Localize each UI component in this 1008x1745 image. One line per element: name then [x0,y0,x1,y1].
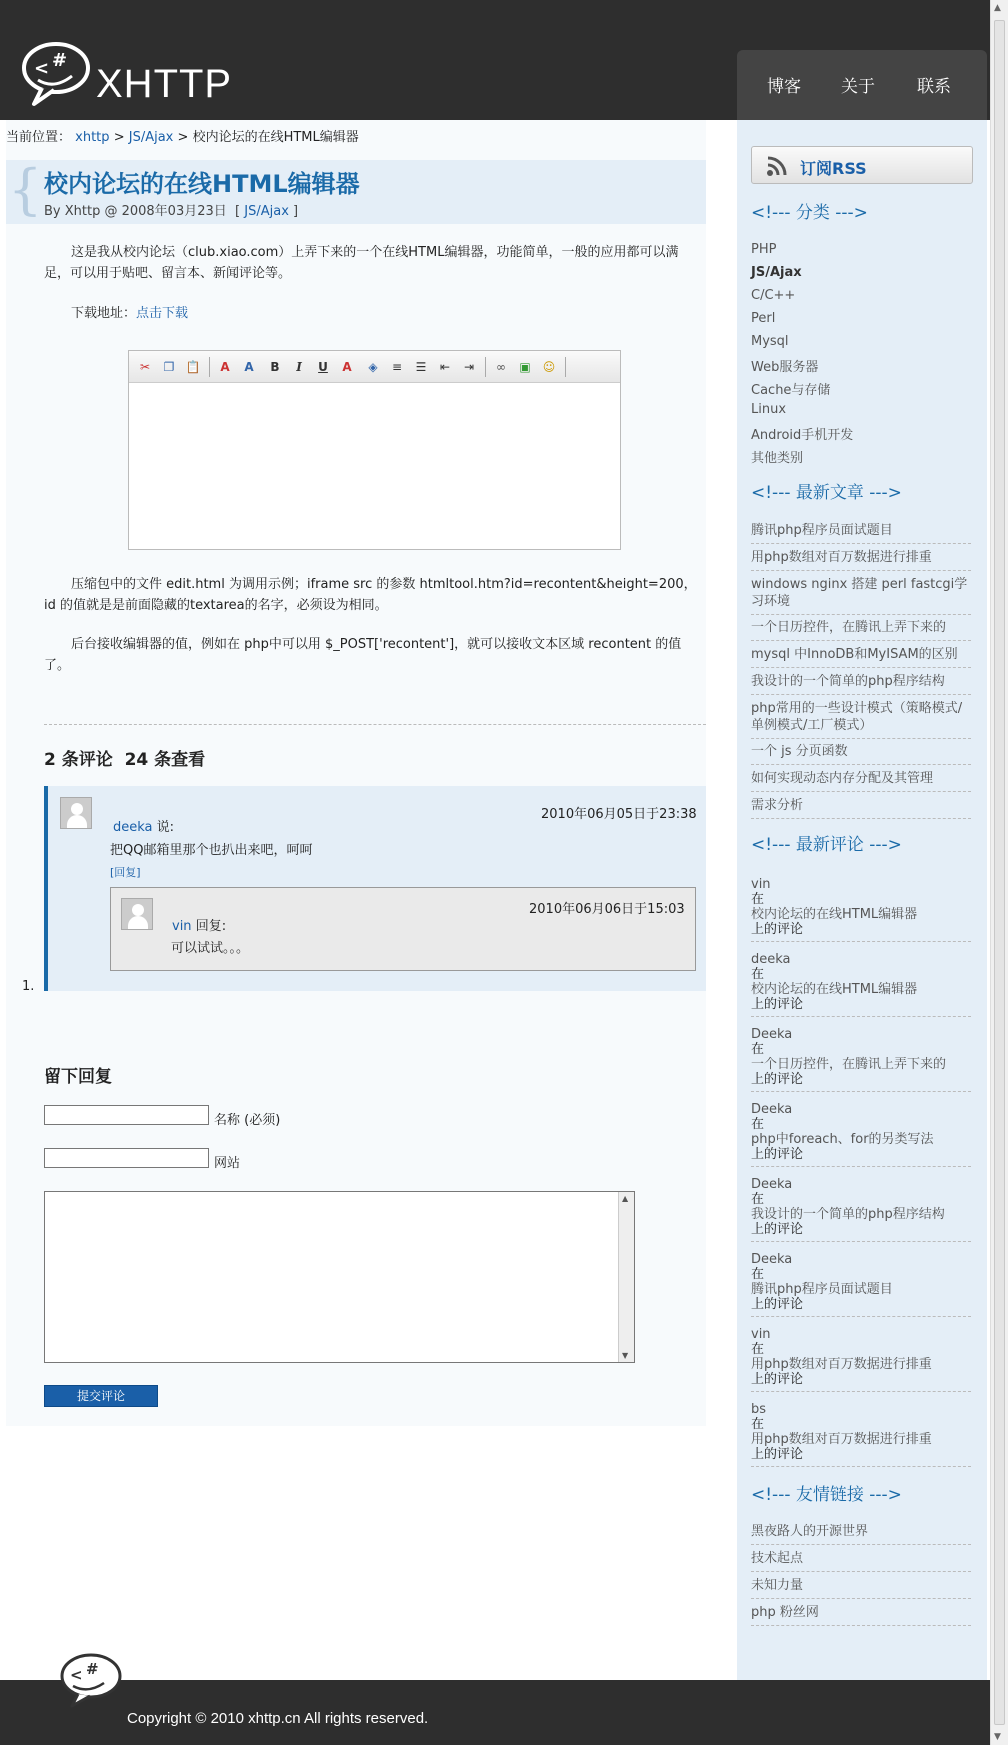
category-link[interactable]: Mysql [751,334,789,349]
image-icon[interactable]: ▣ [519,360,531,374]
recent-comment-post[interactable]: 校内论坛的在线HTML编辑器 [751,907,918,922]
recent-comment-in: 在 [751,967,765,982]
recent-comment-suffix: 上的评论 [751,922,804,937]
main-nav [737,50,987,120]
category-link[interactable]: Android手机开发 [751,428,854,443]
reply-author-link[interactable]: vin [172,919,192,934]
recent-comment-item [751,1402,971,1467]
category-link[interactable]: PHP [751,242,777,257]
recent-comment-author[interactable]: Deeka [751,1027,793,1042]
name-label: 名称 (必须) [214,1113,281,1128]
align-icon[interactable]: ≡ [391,360,403,374]
brace-decoration: { [8,158,43,221]
font-icon[interactable]: A [220,360,230,374]
recent-comment-suffix: 上的评论 [751,1372,804,1387]
recent-comment-item [751,1327,971,1392]
post-meta-category-link[interactable]: JS/Ajax [244,204,289,219]
breadcrumb-separator: > [177,130,189,145]
post-title[interactable]: 校内论坛的在线HTML编辑器 [44,170,360,198]
recent-post-link[interactable]: 用php数组对百万数据进行排重 [751,549,971,571]
download-line [44,303,700,324]
rss-label: 订阅RSS [800,159,867,178]
recent-comment-in: 在 [751,1417,765,1432]
recent-post-link[interactable]: 腾讯php程序员面试题目 [751,522,971,544]
post-meta-bracket-close: ] [293,204,299,219]
recent-comment-author[interactable]: vin [751,1327,771,1342]
recent-post-link[interactable]: 一个 js 分页函数 [751,743,971,765]
recent-post-link[interactable]: php常用的一些设计模式（策略模式/单例模式/工厂模式） [751,700,971,739]
scroll-down-icon[interactable]: ▼ [994,1732,1001,1742]
reply-author-line [172,915,226,934]
recent-comment-suffix: 上的评论 [751,1297,804,1312]
recent-comment-in: 在 [751,892,765,907]
category-link[interactable]: Linux [751,402,787,417]
breadcrumb-current: 校内论坛的在线HTML编辑器 [192,130,359,145]
recent-comment-post[interactable]: 校内论坛的在线HTML编辑器 [751,982,918,997]
nav-contact[interactable]: 联系 [917,77,951,97]
rss-icon [766,155,788,177]
recent-comment-post[interactable]: 一个日历控件，在腾讯上弄下来的 [751,1057,947,1072]
download-link[interactable]: 点击下载 [136,306,189,321]
italic-icon[interactable]: I [296,360,302,374]
recent-comment-item [751,1102,971,1167]
breadcrumb [6,126,359,145]
text-color-icon[interactable]: A [342,360,352,374]
recent-post-link[interactable]: 我设计的一个简单的php程序结构 [751,673,971,695]
recent-comment-item [751,1027,971,1092]
html-editor-demo [128,350,621,550]
link-icon[interactable]: ∞ [496,360,506,374]
friend-link[interactable]: 技术起点 [751,1550,971,1572]
recent-comment-suffix: 上的评论 [751,1072,804,1087]
comment-list-number: 1. [22,979,35,994]
comments-count [44,745,205,770]
friend-links-heading: <!--- 友情链接 ---> [751,1485,902,1505]
recent-comment-post[interactable]: 腾讯php程序员面试题目 [751,1282,893,1297]
recent-post-link[interactable]: 如何实现动态内存分配及其管理 [751,770,971,792]
recent-comment-author[interactable]: bs [751,1402,767,1417]
comment-text: 把QQ邮箱里那个也扒出来吧，呵呵 [110,843,313,858]
recent-comment-post[interactable]: php中foreach、for的另类写法 [751,1132,934,1147]
comment-date: 2010年06月05日于23:38 [541,807,697,822]
editor-toolbar [129,351,620,383]
recent-comment-item [751,952,971,1017]
recent-comment-suffix: 上的评论 [751,1147,804,1162]
paste-icon[interactable]: 📋 [185,360,201,374]
post-paragraph: 压缩包中的文件 edit.html 为调用示例；iframe src 的参数 htmltool.htm?id=recontent&height=200，id 的值就是是前面隐藏的textarea的名字，必须设为相同。 [44,577,697,613]
scroll-up-icon[interactable]: ▲ [622,1194,629,1203]
post-meta [44,200,298,219]
emoticon-icon[interactable]: ☺ [542,360,556,374]
comment-author-link[interactable]: deeka [113,820,153,835]
friend-link[interactable]: 黑夜路人的开源世界 [751,1523,971,1545]
svg-text:<: < [70,1666,83,1684]
logo-text[interactable]: XHTTP [96,62,233,106]
copy-icon[interactable]: ❐ [163,360,175,374]
bold-icon[interactable]: B [270,360,280,374]
avatar [121,898,153,930]
toolbar-separator [565,357,566,377]
category-link-active[interactable]: JS/Ajax [751,265,802,280]
recent-comment-item [751,1252,971,1317]
comment-says: 说: [156,820,175,835]
nav-blog[interactable]: 博客 [767,77,801,97]
divider [44,724,706,725]
recent-comment-author[interactable]: deeka [751,952,791,967]
recent-comments-heading: <!--- 最新评论 ---> [751,835,902,855]
recent-comment-author[interactable]: Deeka [751,1252,793,1267]
post-paragraph: 这是我从校内论坛（club.xiao.com）上弄下来的一个在线HTML编辑器，功能简单，一般的应用都可以满足，可以用于贴吧、留言本、新闻评论等。 [44,245,679,281]
breadcrumb-separator: > [113,130,125,145]
recent-comment-suffix: 上的评论 [751,1222,804,1237]
website-label: 网站 [214,1156,241,1171]
recent-comment-in: 在 [751,1117,765,1132]
cut-icon[interactable]: ✂ [139,360,151,374]
recent-comment-post[interactable]: 用php数组对百万数据进行排重 [751,1357,932,1372]
bg-color-icon[interactable]: ◈ [368,360,378,374]
recent-post-link[interactable]: windows nginx 搭建 perl fastcgi学习环境 [751,576,971,615]
recent-post-link[interactable]: mysql 中InnoDB和MyISAM的区别 [751,646,971,668]
recent-post-link[interactable]: 一个日历控件，在腾讯上弄下来的 [751,619,971,641]
copyright: Copyright © 2010 xhttp.cn All rights reserved. [127,1710,429,1727]
website-input[interactable] [44,1148,209,1168]
page-scrollbar[interactable] [990,0,1008,1745]
category-link[interactable]: 其他类别 [751,451,804,466]
footer-logo-icon [58,1652,128,1708]
recent-comment-suffix: 上的评论 [751,997,804,1012]
recent-comment-author[interactable]: vin [751,877,771,892]
recent-comment-post[interactable]: 我设计的一个简单的php程序结构 [751,1207,945,1222]
scroll-up-icon[interactable]: ▲ [994,3,1001,13]
friend-link[interactable]: php 粉丝网 [751,1604,971,1626]
category-link[interactable]: Cache与存储 [751,383,831,398]
svg-text:#: # [52,50,68,71]
comment-textarea[interactable] [44,1191,635,1363]
reply-text: 可以试试。。。 [171,941,250,956]
breadcrumb-home-link[interactable]: xhttp [75,130,110,145]
recent-comment-post[interactable]: 用php数组对百万数据进行排重 [751,1432,932,1447]
name-input[interactable] [44,1105,209,1125]
toolbar-separator [485,357,486,377]
reply-says: 回复: [195,919,227,934]
post-meta-bracket-open: [ [235,204,241,219]
categories-heading: <!--- 分类 ---> [751,203,868,223]
recent-post-link[interactable]: 需求分析 [751,797,971,819]
avatar [60,797,92,829]
reply-date: 2010年06月06日于15:03 [529,902,685,917]
reply-form-title: 留下回复 [44,1067,112,1087]
recent-comment-in: 在 [751,1042,765,1057]
outdent-icon[interactable]: ⇤ [439,360,451,374]
list-icon[interactable]: ☰ [415,360,427,374]
svg-text:<: < [34,58,50,79]
download-label: 下载地址： [71,306,137,321]
recent-comment-author[interactable]: Deeka [751,1177,793,1192]
comment-count: 2 条评论 [44,750,113,770]
recent-comment-in: 在 [751,1267,765,1282]
breadcrumb-category-link[interactable]: JS/Ajax [128,130,174,145]
breadcrumb-prefix: 当前位置： [6,130,72,145]
svg-text:#: # [86,1660,99,1678]
rss-button[interactable] [751,146,973,184]
recent-comment-author[interactable]: Deeka [751,1102,793,1117]
comment-author-line [113,816,174,835]
category-link[interactable]: Web服务器 [751,360,819,375]
underline-icon[interactable]: U [318,360,328,374]
category-link[interactable]: Perl [751,311,776,326]
indent-icon[interactable]: ⇥ [463,360,475,374]
recent-comment-item [751,877,971,942]
textarea-scrollbar[interactable] [618,1192,634,1362]
toolbar-separator [209,357,210,377]
reply-link[interactable]: [回复] [110,866,141,879]
submit-comment-button[interactable]: 提交评论 [44,1385,158,1407]
recent-comment-item [751,1177,971,1242]
category-link[interactable]: C/C++ [751,288,796,303]
recent-comment-in: 在 [751,1342,765,1357]
recent-comment-suffix: 上的评论 [751,1447,804,1462]
recent-comment-in: 在 [751,1192,765,1207]
nav-about[interactable]: 关于 [841,77,875,97]
post-paragraph: 后台接收编辑器的值，例如在 php中可以用 $_POST['recontent']，就可以接收文本区域 recontent 的值了。 [44,637,682,673]
friend-link[interactable]: 未知力量 [751,1577,971,1599]
font-size-icon[interactable]: A [244,360,254,374]
recent-posts-heading: <!--- 最新文章 ---> [751,483,902,503]
site-header [0,0,990,120]
scroll-down-icon[interactable]: ▼ [622,1351,629,1360]
view-count: 24 条查看 [124,750,206,770]
scrollbar-thumb[interactable] [994,20,1005,1725]
post-meta-author-date: By Xhttp @ 2008年03月23日 [44,204,227,219]
